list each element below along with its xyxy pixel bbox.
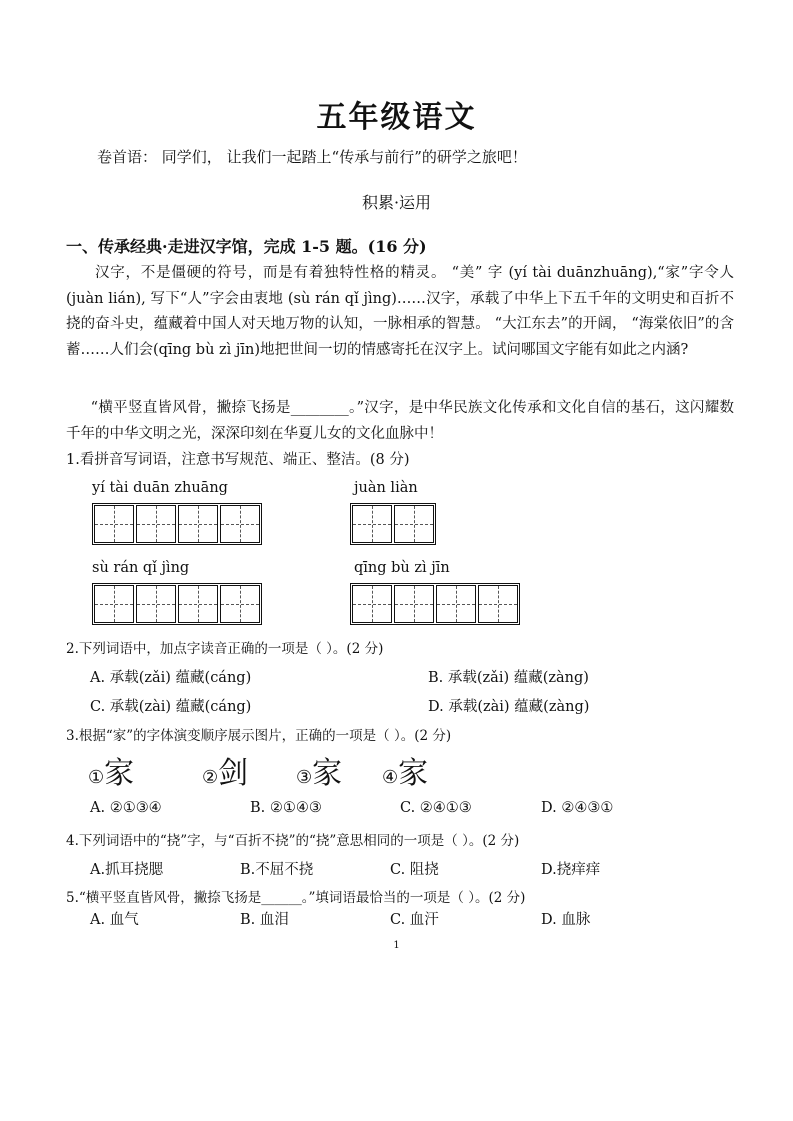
q5-option-b[interactable]: B. 血泪 xyxy=(240,912,289,928)
writing-cell[interactable] xyxy=(178,585,218,623)
q1-pinyin-4: qīng bù zì jīn xyxy=(354,560,450,576)
q3-stem: 3.根据“家”的字体演变顺序展示图片，正确的一项是（ ）。(2 分) xyxy=(66,728,452,744)
q1-writing-grid-2[interactable] xyxy=(350,503,436,545)
q3-image-4 xyxy=(382,748,428,792)
q2-option-d[interactable]: D. 承载(zài) 蕴藏(zàng) xyxy=(428,699,590,715)
q3-image-3-mark: ③ xyxy=(296,767,313,788)
intro-paragraph-1: 汉字，不是僵硬的符号，而是有着独特性格的精灵。 “美” 字 (yí tài duānzhuāng),“家”字令人 (juàn lián), 写下“人”字会由衷地 (sù rán qǐ jìng)……汉字，承载了中华上下五千年的文明史和百折不挠的奋斗史，蕴藏着中国人对天地万物的认知，一脉相承的智慧。 “大江东去”的开阔， “海棠依旧”的含蓄……人们会(qīng bù zì jīn)地把世间一切的情感寄托在汉字上。试问哪国文字能有如此之内涵? xyxy=(66,265,734,358)
writing-cell[interactable] xyxy=(178,505,218,543)
q1-pinyin-3: sù rán qǐ jìng xyxy=(92,560,190,576)
section-1-heading: 一、传承经典·走进汉字馆，完成 1-5 题。(16 分) xyxy=(66,237,427,256)
q2-stem: 2.下列词语中，加点字读音正确的一项是（ ）。(2 分) xyxy=(66,641,384,657)
writing-cell[interactable] xyxy=(478,585,518,623)
q5-option-d[interactable]: D. 血脉 xyxy=(541,912,591,928)
writing-cell[interactable] xyxy=(352,505,392,543)
writing-cell[interactable] xyxy=(136,585,176,623)
q1-writing-grid-1[interactable] xyxy=(92,503,262,545)
q5-option-c[interactable]: C. 血汗 xyxy=(390,912,439,928)
writing-cell[interactable] xyxy=(94,505,134,543)
q3-option-b[interactable]: B. ②①④③ xyxy=(250,800,322,816)
q3-image-1-char: 家 xyxy=(104,756,135,791)
q1-stem: 1.看拼音写词语，注意书写规范、端正、整洁。(8 分) xyxy=(66,452,410,468)
preface: 卷首语： 同学们， 让我们一起踏上“传承与前行”的研学之旅吧！ xyxy=(97,148,527,166)
q4-stem: 4.下列词语中的“挠”字，与“百折不挠”的“挠”意思相同的一项是（ ）。(2 分) xyxy=(66,833,520,849)
q3-image-1 xyxy=(88,748,134,792)
intro-paragraph-2: “横平竖直皆风骨，撇捺飞扬是________。”汉字，是中华民族文化传承和文化自信的基石，这闪耀数千年的中华文明之光，深深印刻在华夏儿女的文化血脉中！ xyxy=(66,400,734,442)
q2-option-a[interactable]: A. 承载(zǎi) 蕴藏(cáng) xyxy=(90,670,252,686)
q3-option-d[interactable]: D. ②④③① xyxy=(541,800,614,816)
q1-writing-grid-3[interactable] xyxy=(92,583,262,625)
writing-cell[interactable] xyxy=(220,505,260,543)
writing-cell[interactable] xyxy=(394,585,434,623)
q5-stem: 5.“横平竖直皆风骨，撇捺飞扬是______。”填词语最恰当的一项是（ ）。(2 分) xyxy=(66,890,526,906)
q4-option-a[interactable]: A.抓耳挠腮 xyxy=(90,862,164,878)
q3-image-2 xyxy=(202,748,248,792)
writing-cell[interactable] xyxy=(352,585,392,623)
q3-image-3-char: 家 xyxy=(312,756,343,791)
section-subheading: 积累·运用 xyxy=(361,193,432,212)
q1-pinyin-1: yí tài duān zhuāng xyxy=(92,480,228,496)
writing-cell[interactable] xyxy=(394,505,434,543)
writing-cell[interactable] xyxy=(136,505,176,543)
writing-cell[interactable] xyxy=(220,585,260,623)
q3-option-a[interactable]: A. ②①③④ xyxy=(90,800,162,816)
q4-option-c[interactable]: C. 阻挠 xyxy=(390,862,439,878)
page-title: 五年级语文 xyxy=(316,100,477,135)
q2-option-b[interactable]: B. 承载(zǎi) 蕴藏(zàng) xyxy=(428,670,589,686)
q2-option-c[interactable]: C. 承载(zài) 蕴藏(cáng) xyxy=(90,699,252,715)
q3-image-4-mark: ④ xyxy=(382,767,399,788)
q4-option-b[interactable]: B.不屈不挠 xyxy=(240,862,314,878)
q1-pinyin-2: juàn liàn xyxy=(354,480,418,496)
q4-option-d[interactable]: D.挠痒痒 xyxy=(541,862,601,878)
q3-image-2-char: 剑 xyxy=(218,756,249,791)
writing-cell[interactable] xyxy=(436,585,476,623)
q3-option-c[interactable]: C. ②④①③ xyxy=(400,800,472,816)
q3-image-4-char: 家 xyxy=(398,756,429,791)
q3-image-2-mark: ② xyxy=(202,767,219,788)
q1-writing-grid-4[interactable] xyxy=(350,583,520,625)
q5-option-a[interactable]: A. 血气 xyxy=(90,912,139,928)
q3-image-3 xyxy=(296,748,342,792)
page-number: 1 xyxy=(393,940,400,951)
writing-cell[interactable] xyxy=(94,585,134,623)
q3-image-1-mark: ① xyxy=(88,767,105,788)
